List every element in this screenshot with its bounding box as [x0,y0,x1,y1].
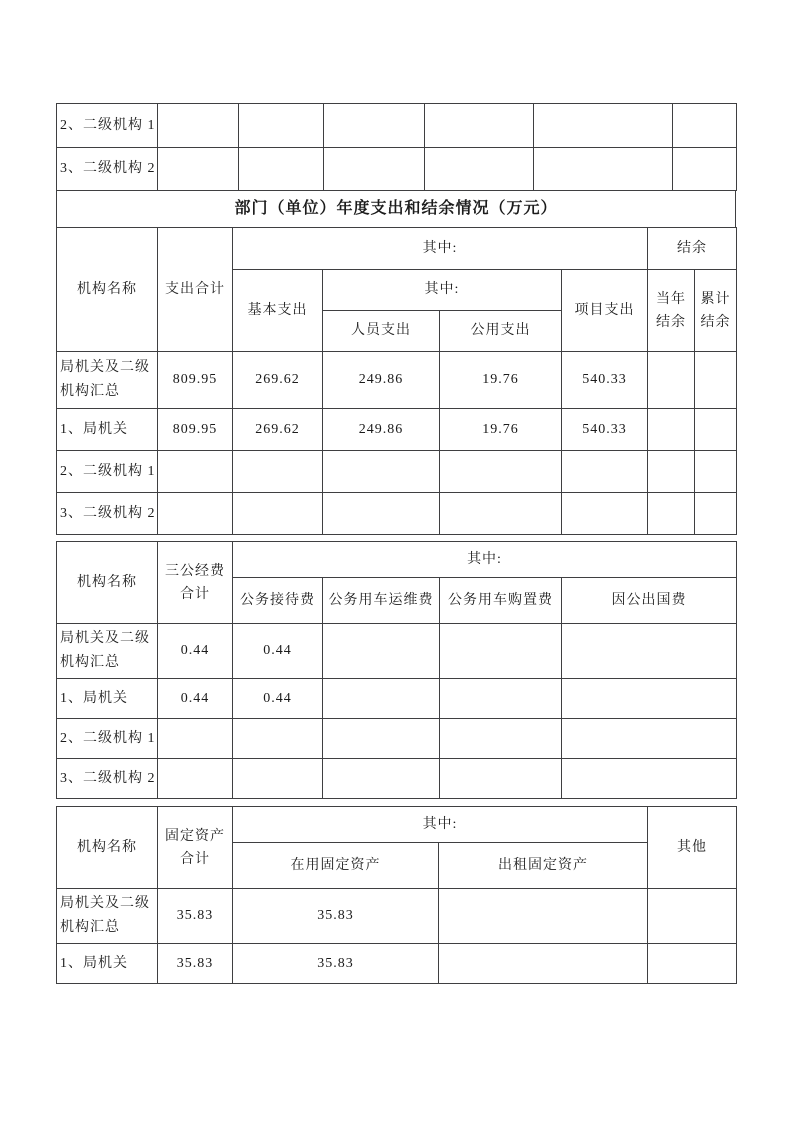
cell [323,759,440,799]
table-row [57,889,737,944]
cell: 0.44 [158,624,233,679]
table-row [57,409,737,451]
cell: 269.62 [233,409,323,451]
cell [439,944,648,984]
table-row [57,451,737,493]
header-cumulative-balance: 累计结余 [695,270,737,352]
row-label: 1、局机关 [57,679,158,719]
cell [648,352,695,409]
row-label: 3、二级机构 2 [57,759,158,799]
cell [695,451,737,493]
header-among-which: 其中: [233,542,737,578]
cell: 35.83 [158,889,233,944]
header-other: 其他 [648,807,737,889]
header-assets-rented: 出租固定资产 [439,843,648,889]
table-row [57,493,737,535]
cell [440,759,562,799]
cell [324,148,425,191]
row-label: 2、二级机构 1 [57,719,158,759]
row-label: 3、二级机构 2 [57,493,158,535]
table-row [57,104,737,148]
cell [673,104,737,148]
header-expenditure-total: 支出合计 [158,228,233,352]
header-three-public-total: 三公经费合计 [158,542,233,624]
row-label: 1、局机关 [57,944,158,984]
row-label: 局机关及二级机构汇总 [57,624,158,679]
cell: 540.33 [562,409,648,451]
header-fixed-assets-total: 固定资产合计 [158,807,233,889]
header-org-name: 机构名称 [57,542,158,624]
cell [158,451,233,493]
header-org-name: 机构名称 [57,807,158,889]
cell: 35.83 [233,944,439,984]
cell: 809.95 [158,409,233,451]
cell [673,148,737,191]
cell: 0.44 [233,679,323,719]
header-row [57,228,737,270]
header-overseas-trips: 因公出国费 [562,578,737,624]
cell [323,451,440,493]
cell [695,409,737,451]
cell [239,148,324,191]
table-row [57,624,737,679]
cell [648,944,737,984]
header-public-expenditure: 公用支出 [440,311,562,352]
header-row [57,542,737,578]
header-org-name: 机构名称 [57,228,158,352]
table-row [57,944,737,984]
cell: 0.44 [233,624,323,679]
table-row [57,719,737,759]
row-label: 局机关及二级机构汇总 [57,352,158,409]
three-public-expenses-table [56,541,737,799]
cell [233,759,323,799]
cell [323,624,440,679]
cell [440,719,562,759]
cell [425,148,534,191]
cell: 249.86 [323,409,440,451]
cell [562,719,737,759]
cell [534,148,673,191]
section-title: 部门（单位）年度支出和结余情况（万元） [56,190,736,228]
cell: 249.86 [323,352,440,409]
row-label: 1、局机关 [57,409,158,451]
cell [158,719,233,759]
cell [534,104,673,148]
cell: 35.83 [158,944,233,984]
header-personnel-expenditure: 人员支出 [323,311,440,352]
cell [439,889,648,944]
cell [425,104,534,148]
header-project-expenditure: 项目支出 [562,270,648,352]
cell [440,493,562,535]
table-row [57,759,737,799]
prior-table-tail [56,103,737,191]
cell [648,451,695,493]
expenditure-balance-table [56,227,737,535]
report-sheet [56,103,736,984]
cell: 19.76 [440,352,562,409]
cell: 540.33 [562,352,648,409]
cell [648,889,737,944]
cell [323,719,440,759]
cell [158,104,239,148]
table-row [57,352,737,409]
header-vehicle-purchase: 公务用车购置费 [440,578,562,624]
cell: 19.76 [440,409,562,451]
table-row [57,148,737,191]
row-label: 2、二级机构 1 [57,104,158,148]
cell [233,719,323,759]
cell [440,624,562,679]
header-among-which: 其中: [233,228,648,270]
cell [562,679,737,719]
header-assets-in-use: 在用固定资产 [233,843,439,889]
cell: 35.83 [233,889,439,944]
cell [233,493,323,535]
cell: 269.62 [233,352,323,409]
cell [562,493,648,535]
cell [158,759,233,799]
header-among-which: 其中: [323,270,562,311]
table-row [57,679,737,719]
cell [562,624,737,679]
cell [562,759,737,799]
header-official-reception: 公务接待费 [233,578,323,624]
header-vehicle-maintenance: 公务用车运维费 [323,578,440,624]
cell: 0.44 [158,679,233,719]
header-basic-expenditure: 基本支出 [233,270,323,352]
cell [233,451,323,493]
cell [648,493,695,535]
row-label: 2、二级机构 1 [57,451,158,493]
cell [323,493,440,535]
cell [695,352,737,409]
cell [324,104,425,148]
cell [239,104,324,148]
cell [158,148,239,191]
cell [562,451,648,493]
header-balance: 结余 [648,228,737,270]
cell [648,409,695,451]
cell [440,679,562,719]
cell: 809.95 [158,352,233,409]
cell [158,493,233,535]
cell [440,451,562,493]
row-label: 3、二级机构 2 [57,148,158,191]
header-among-which: 其中: [233,807,648,843]
header-row [57,807,737,843]
header-current-year-balance: 当年结余 [648,270,695,352]
fixed-assets-table [56,806,737,984]
cell [323,679,440,719]
row-label: 局机关及二级机构汇总 [57,889,158,944]
cell [695,493,737,535]
